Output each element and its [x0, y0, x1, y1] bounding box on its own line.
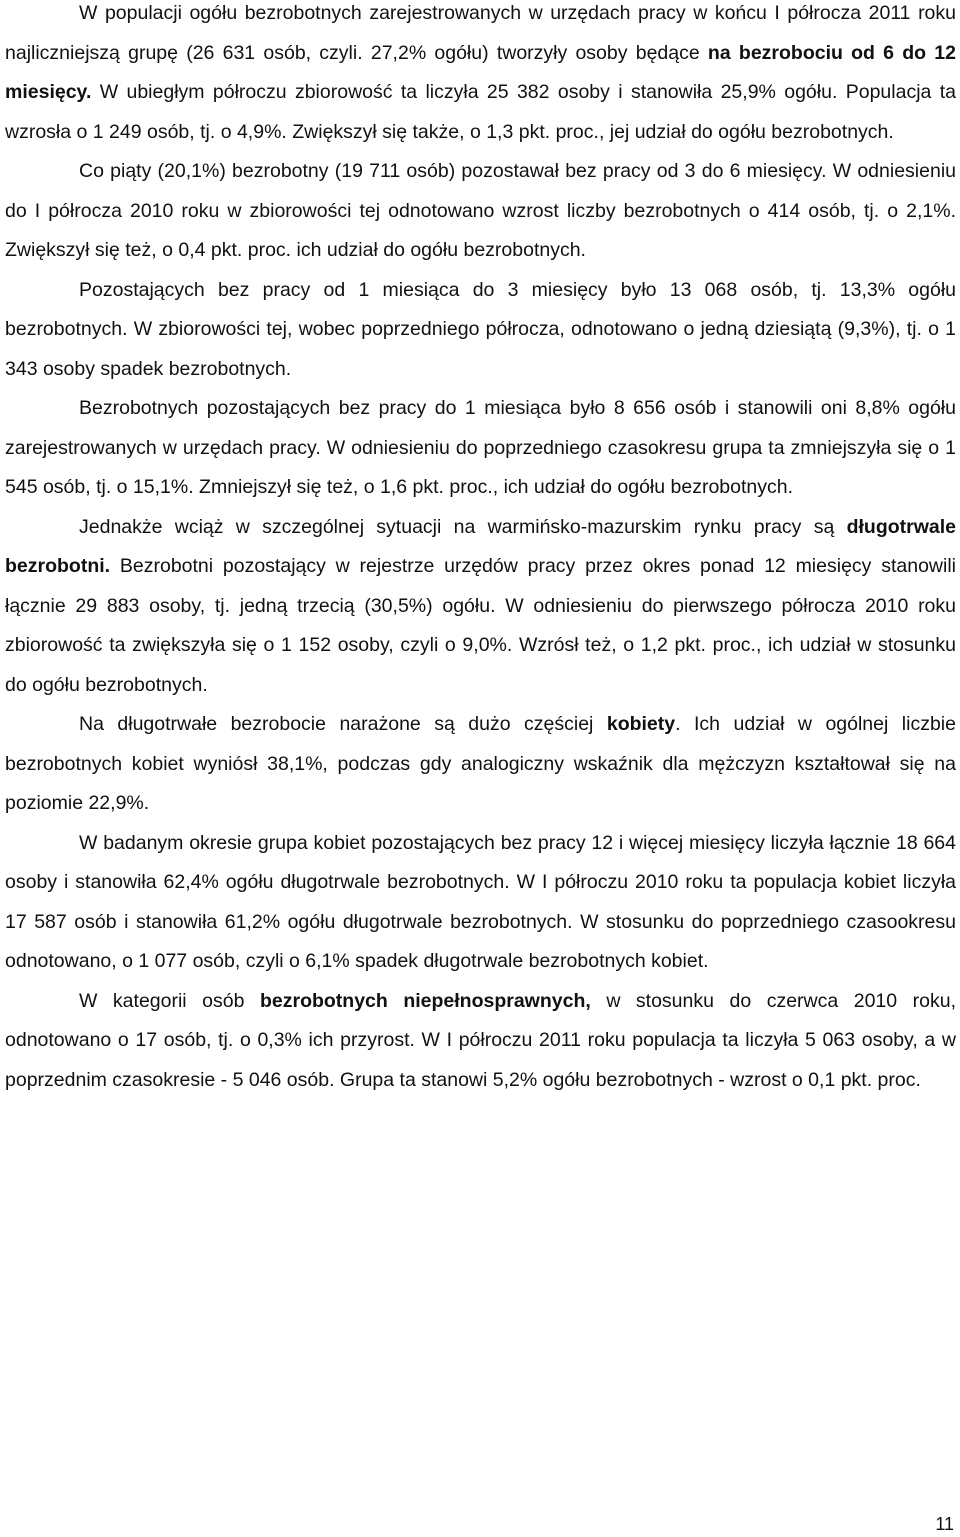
paragraph-text: Co piąty (20,1%) bezrobotny (19 711 osób) pozostawał bez pracy od 3 do 6 miesięcy. W odniesieniu do I półrocza 2010 roku w zbiorowości tej odnotowano wzrost liczby bezrobotnych o 414 osób, tj. o 2,1%. Zwiększył się też, o 0,4 pkt. proc. ich udział do ogółu bezrobotnych.	[5, 160, 956, 261]
paragraph-text: W kategorii osób	[79, 989, 260, 1012]
paragraph-text: Bezrobotnych pozostających bez pracy do 1 miesiąca było 8 656 osób i stanowili oni 8,8% ogółu zarejestrowanych w urzędach pracy. W odniesieniu do poprzedniego czasokresu grupa ta zmniejszyła się o 1 545 osób, tj. o 15,1%. Zmniejszył się też, o 1,6 pkt. proc., ich udział do ogółu bezrobotnych.	[5, 397, 956, 498]
paragraph-text: Na długotrwałe bezrobocie narażone są dużo częściej	[79, 713, 607, 735]
paragraph-text: w stosunku do czerwca 2010 roku, odnotowano o 17 osób, tj. o 0,3% ich przyrost. W I półroczu 2011 roku populacja ta liczyła 5 063 osoby, a w poprzednim czasokresie - 5 046 osób. Grupa ta stanowi 5,2% ogółu bezrobotnych - wzrost o 0,1 pkt. proc.	[5, 989, 956, 1091]
paragraph-text: . Ich udział w ogólnej liczbie bezrobotnych kobiet wyniósł 38,1%, podczas gdy analogiczny wskaźnik dla mężczyzn kształtował się na poziomie 22,9%.	[5, 713, 956, 814]
paragraph-text: W badanym okresie grupa kobiet pozostających bez pracy 12 i więcej miesięcy liczyła łącznie 18 664 osoby i stanowiła 62,4% ogółu długotrwale bezrobotnych. W I półroczu 2010 roku ta populacja kobiet liczyła 17 587 osób i stanowiła 61,2% ogółu długotrwale bezrobotnych. W stosunku do poprzedniego czasookresu odnotowano, o 1 077 osób, czyli o 6,1% spadek długotrwale bezrobotnych kobiet.	[5, 831, 956, 972]
paragraph-text: W ubiegłym półroczu zbiorowość ta liczyła 25 382 osoby i stanowiła 25,9% ogółu. Populacja ta wzrosła o 1 249 osób, tj. o 4,9%. Zwiększył się także, o 1,3 pkt. proc., jej udział do ogółu bezrobotnych.	[5, 81, 956, 143]
emphasis-text: na bezrobociu od 6 do 12 miesięcy.	[5, 41, 956, 103]
document-page	[5, 0, 956, 1100]
paragraph-1-3-months	[5, 271, 956, 390]
paragraph-text: Pozostających bez pracy od 1 miesiąca do 3 miesięcy było 13 068 osób, tj. 13,3% ogółu bezrobotnych. W zbiorowości tej, wobec poprzedniego półrocza, odnotowano o jedną dziesiątą (9,3%), tj. o 1 343 osoby spadek bezrobotnych.	[5, 278, 956, 380]
page-number: 11	[935, 1514, 954, 1534]
paragraph-disabled	[5, 982, 956, 1101]
paragraph-long-term-unemployed	[5, 508, 956, 706]
paragraph-text: Bezrobotni pozostający w rejestrze urzędów pracy przez okres ponad 12 miesięcy stanowili łącznie 29 883 osoby, tj. jedną trzecią (30,5%) ogółu. W odniesieniu do pierwszego półrocza 2010 roku zbiorowość ta zwiększyła się o 1 152 osoby, czyli o 9,0%. Wzrósł też, o 1,2 pkt. proc., ich udział w stosunku do ogółu bezrobotnych.	[5, 555, 956, 696]
paragraph-up-to-1-month	[5, 389, 956, 508]
paragraph-3-6-months	[5, 152, 956, 271]
paragraph-women-12-months	[5, 824, 956, 982]
emphasis-text: długotrwale bezrobotni.	[5, 515, 956, 577]
paragraph-women	[5, 705, 956, 824]
emphasis-text: kobiety	[606, 713, 676, 735]
paragraph-long-term-6-12	[5, 0, 956, 152]
paragraph-text: W populacji ogółu bezrobotnych zarejestrowanych w urzędach pracy w końcu I półrocza 2011 roku najliczniejszą grupę (26 631 osób, czyli. 27,2% ogółu) tworzyły osoby będące	[5, 2, 956, 64]
paragraph-text: Jednakże wciąż w szczególnej sytuacji na warmińsko-mazurskim rynku pracy są	[79, 515, 847, 538]
emphasis-text: bezrobotnych niepełnosprawnych,	[259, 989, 591, 1012]
